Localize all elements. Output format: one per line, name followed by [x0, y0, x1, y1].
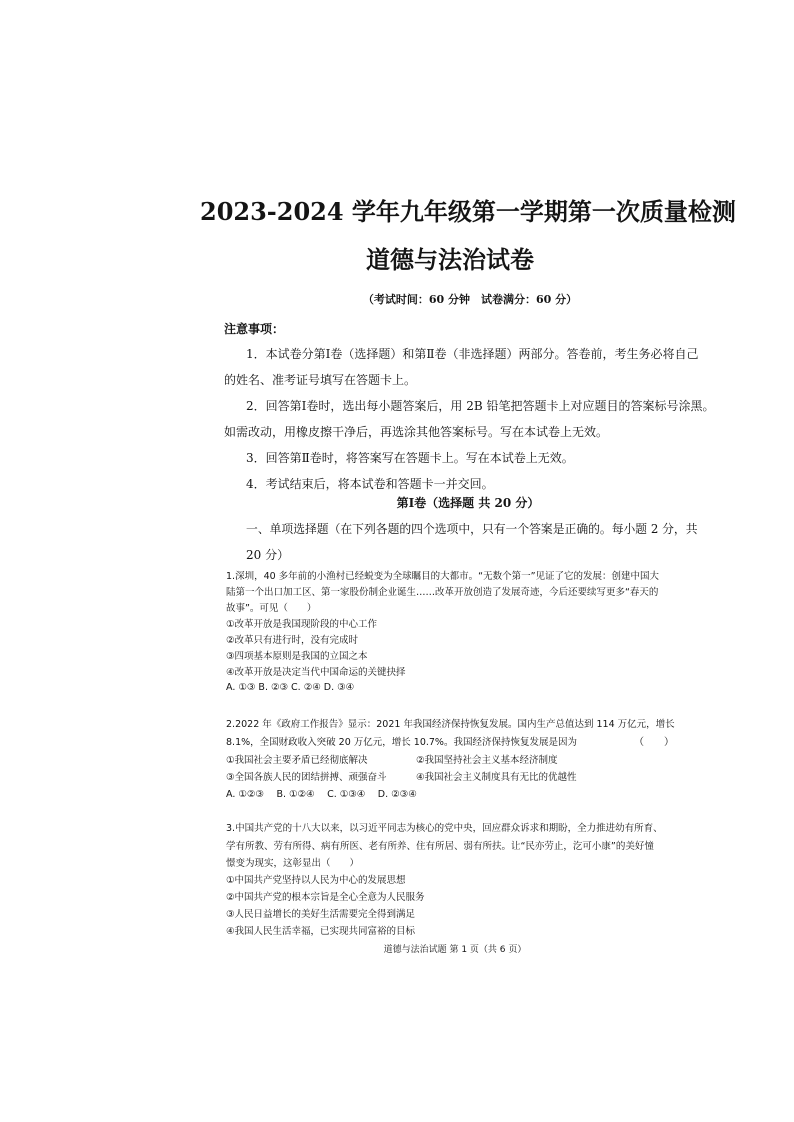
question-1-answers: A. ①③ B. ②③ C. ②④ D. ③④: [226, 682, 355, 693]
question-1-stem: 故事”。可见（ ）: [226, 603, 317, 614]
question-3-stem: 3.中国共产党的十八大以来，以习近平同志为核心的党中央，回应群众诉求和期盼，全力推进幼有所育、: [226, 823, 663, 834]
question-3-option: ①中国共产党坚持以人民为中心的发展思想: [226, 875, 406, 886]
question-2-option: ④我国社会主义制度具有无比的优越性: [416, 772, 577, 783]
question-2-stem: 2.2022 年《政府工作报告》显示：2021 年我国经济保持恢复发展。国内生产总值达到 114 万亿元，增长: [226, 719, 675, 730]
question-1-stem: 1.深圳，40 多年前的小渔村已经蜕变为全球瞩目的大都市。“无数个第一”见证了它的发展：创建中国大: [226, 571, 660, 582]
page-title: 2023-2024 学年九年级第一学期第一次质量检测: [200, 197, 736, 226]
section-instruction: 一、单项选择题（在下列各题的四个选项中，只有一个答案是正确的。每小题 2 分，共: [246, 522, 698, 536]
notice-line: 3．回答第Ⅱ卷时，将答案写在答题卡上。写在本试卷上无效。: [246, 451, 574, 465]
section-instruction: 20 分）: [246, 548, 290, 562]
question-2-option: ③全国各族人民的团结拼搏、顽强奋斗: [226, 772, 387, 783]
question-2-stem: 8.1%，全国财政收入突破 20 万亿元，增长 10.7%。我国经济保持恢复发展是因为: [226, 737, 577, 748]
question-3-stem: 学有所教、劳有所得、病有所医、老有所养、住有所居、弱有所扶。让“民亦劳止，汔可小康”的美好憧: [226, 841, 654, 852]
question-1-option: ③四项基本原则是我国的立国之本: [226, 651, 368, 662]
question-2-option: ②我国坚持社会主义基本经济制度: [416, 755, 558, 766]
question-1-option: ①改革开放是我国现阶段的中心工作: [226, 619, 378, 630]
question-3-option: ②中国共产党的根本宗旨是全心全意为人民服务: [226, 892, 425, 903]
exam-info: （考试时间：60 分钟 试卷满分：60 分）: [362, 293, 578, 306]
answer-bracket: （ ）: [634, 737, 674, 748]
question-3-option: ③人民日益增长的美好生活需要完全得到满足: [226, 909, 416, 920]
notice-line: 2．回答第Ⅰ卷时，选出每小题答案后，用 2B 铅笔把答题卡上对应题目的答案标号涂黑。: [246, 399, 715, 413]
question-3-stem: 憬变为现实，这彰显出（ ）: [226, 858, 360, 869]
question-1-option: ②改革只有进行时，没有完成时: [226, 635, 359, 646]
page-subtitle: 道德与法治试卷: [366, 245, 534, 274]
notice-line: 1．本试卷分第Ⅰ卷（选择题）和第Ⅱ卷（非选择题）两部分。答卷前，考生务必将自己: [246, 347, 699, 361]
question-3-option: ④我国人民生活幸福，已实现共同富裕的目标: [226, 926, 416, 937]
question-1-option: ④改革开放是决定当代中国命运的关键抉择: [226, 667, 406, 678]
notice-heading: 注意事项：: [224, 322, 285, 336]
question-2-answers: A. ①②③ B. ①②④ C. ①③④ D. ②③④: [226, 789, 417, 800]
question-2-option: ①我国社会主要矛盾已经彻底解决: [226, 755, 368, 766]
section-title: 第Ⅰ卷（选择题 共 20 分）: [396, 496, 540, 510]
page-footer: 道德与法治试题 第 1 页（共 6 页）: [383, 945, 527, 955]
notice-line: 如需改动，用橡皮擦干净后，再选涂其他答案标号。写在本试卷上无效。: [224, 425, 609, 439]
notice-line: 4．考试结束后，将本试卷和答题卡一并交回。: [246, 477, 494, 491]
notice-line: 的姓名、准考证号填写在答题卡上。: [224, 373, 417, 387]
question-1-stem: 陆第一个出口加工区、第一家股份制企业诞生……改革开放创造了发展奇迹，今后还要续写更多“春天的: [226, 587, 659, 598]
